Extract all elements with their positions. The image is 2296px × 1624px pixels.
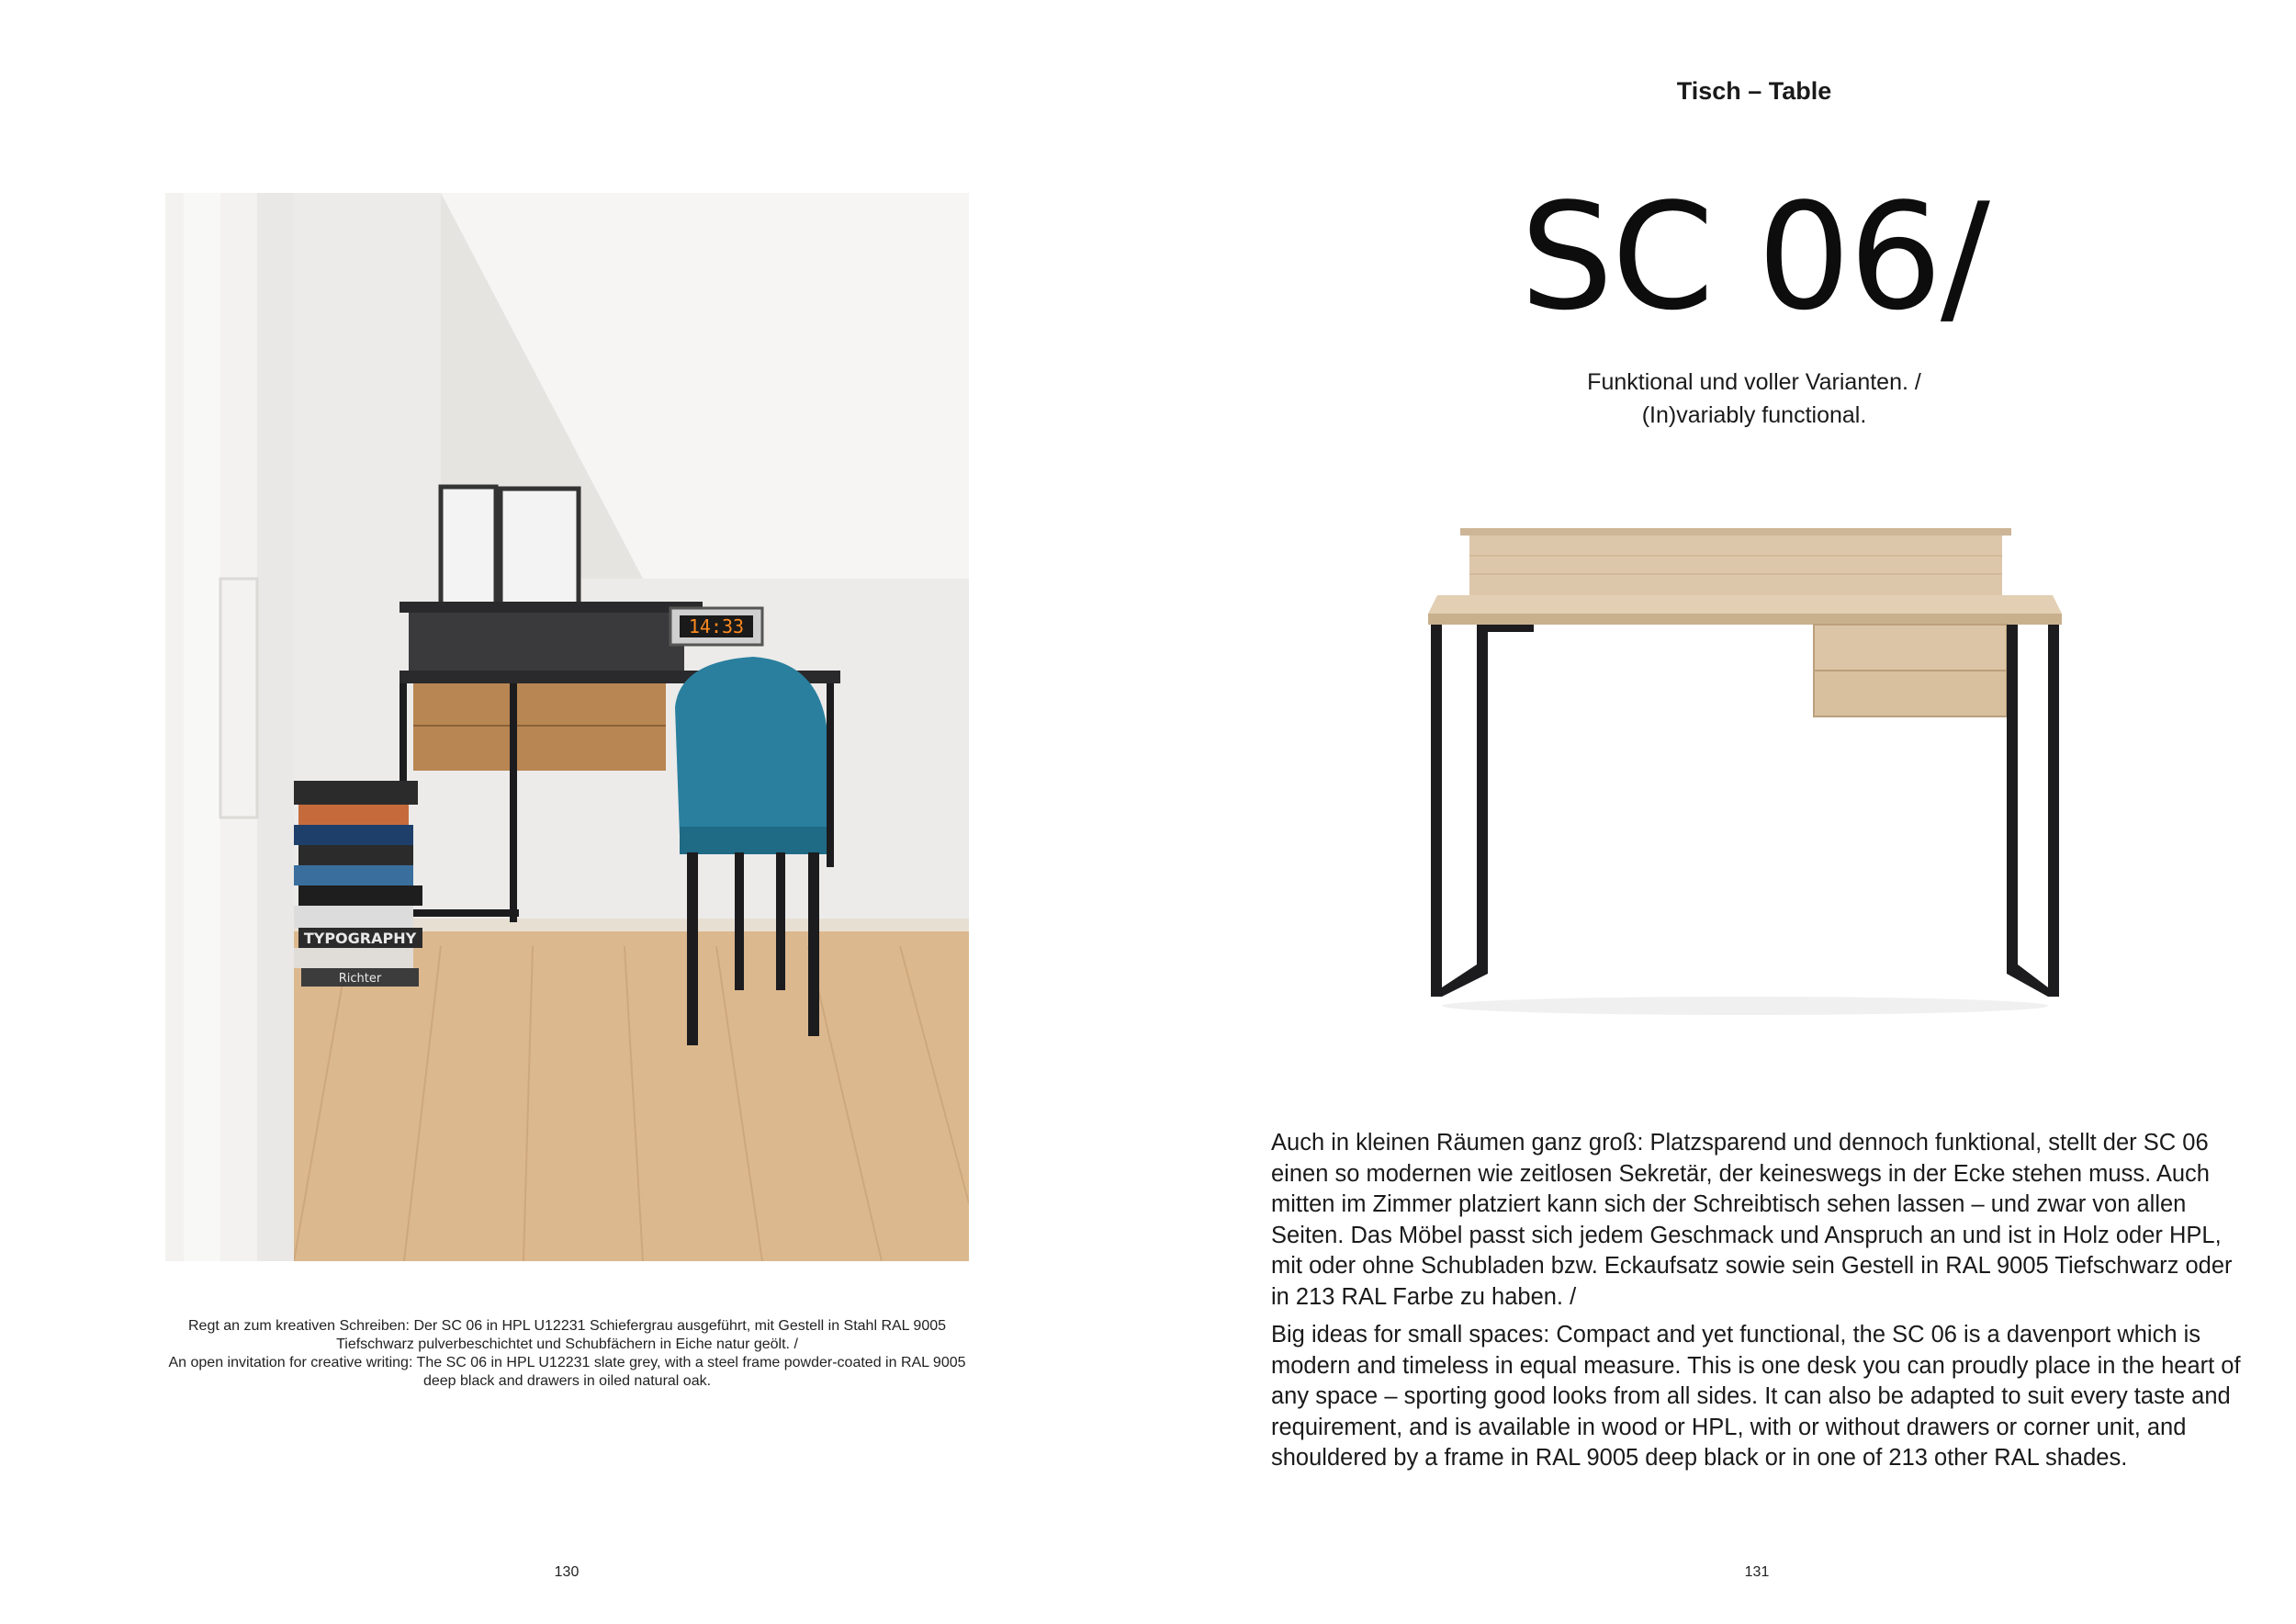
caption-english: An open invitation for creative writing: The SC 06 in HPL U12231 slate grey, with a steel frame powder-coated in RAL 9005 deep black and drawers in oiled natural oak. [168, 1355, 966, 1389]
book-spine-richter: Richter [338, 972, 382, 986]
room-photo [165, 193, 969, 1261]
page-number-right: 131 [1744, 1564, 1770, 1580]
clock-display: 14:33 [688, 615, 745, 637]
page-number-left: 130 [554, 1564, 580, 1580]
tagline-german: Funktional und voller Varianten. / [1587, 369, 1921, 395]
description-german: Auch in kleinen Räumen ganz groß: Platzsparend und dennoch funktional, stellt der SC 06 einen so modernen wie zeitlosen Sekretär, der keineswegs in der Ecke stehen muss. Auch mitten im Zimmer platziert kann sich der Schreibtisch sehen lassen – und zwar von allen Seiten. Das Möbel passt sich jedem Geschmack und Anspruch an und ist in Holz oder HPL, mit oder ohne Schubladen bzw. Eckaufsatz sowie sein Gestell in RAL 9005 Tiefschwarz oder in 213 RAL Farbe zu haben. / [1271, 1130, 2233, 1310]
caption-german: Regt an zum kreativen Schreiben: Der SC 06 in HPL U12231 Schiefergrau ausgeführt, mit Gestell in Stahl RAL 9005 Tiefschwarz pulverbeschichtet und Schubfächern in Eiche natur geölt. / [187, 1318, 947, 1352]
product-description [1271, 1128, 2254, 1482]
tagline-english: (In)variably functional. [1641, 402, 1867, 428]
book-spine-typography: TYPOGRAPHY [303, 930, 417, 947]
desk-product-render [1414, 524, 2076, 1020]
section-label: Tisch – Table [1676, 77, 1832, 105]
description-english: Big ideas for small spaces: Compact and yet functional, the SC 06 is a davenport which is modern and timeless in equal measure. This is one desk you can proudly place in the heart of any space – sporting good looks from all sides. It can also be adapted to suit every taste and requirement, and is available in wood or HPL, with or without drawers or corner unit, and shouldered by a frame in RAL 9005 deep black or in one of 213 other RAL shades. [1271, 1322, 2241, 1471]
photo-caption [165, 1317, 969, 1391]
tagline [1433, 366, 2076, 432]
product-code-heading: SC 06/ [1520, 171, 1988, 343]
